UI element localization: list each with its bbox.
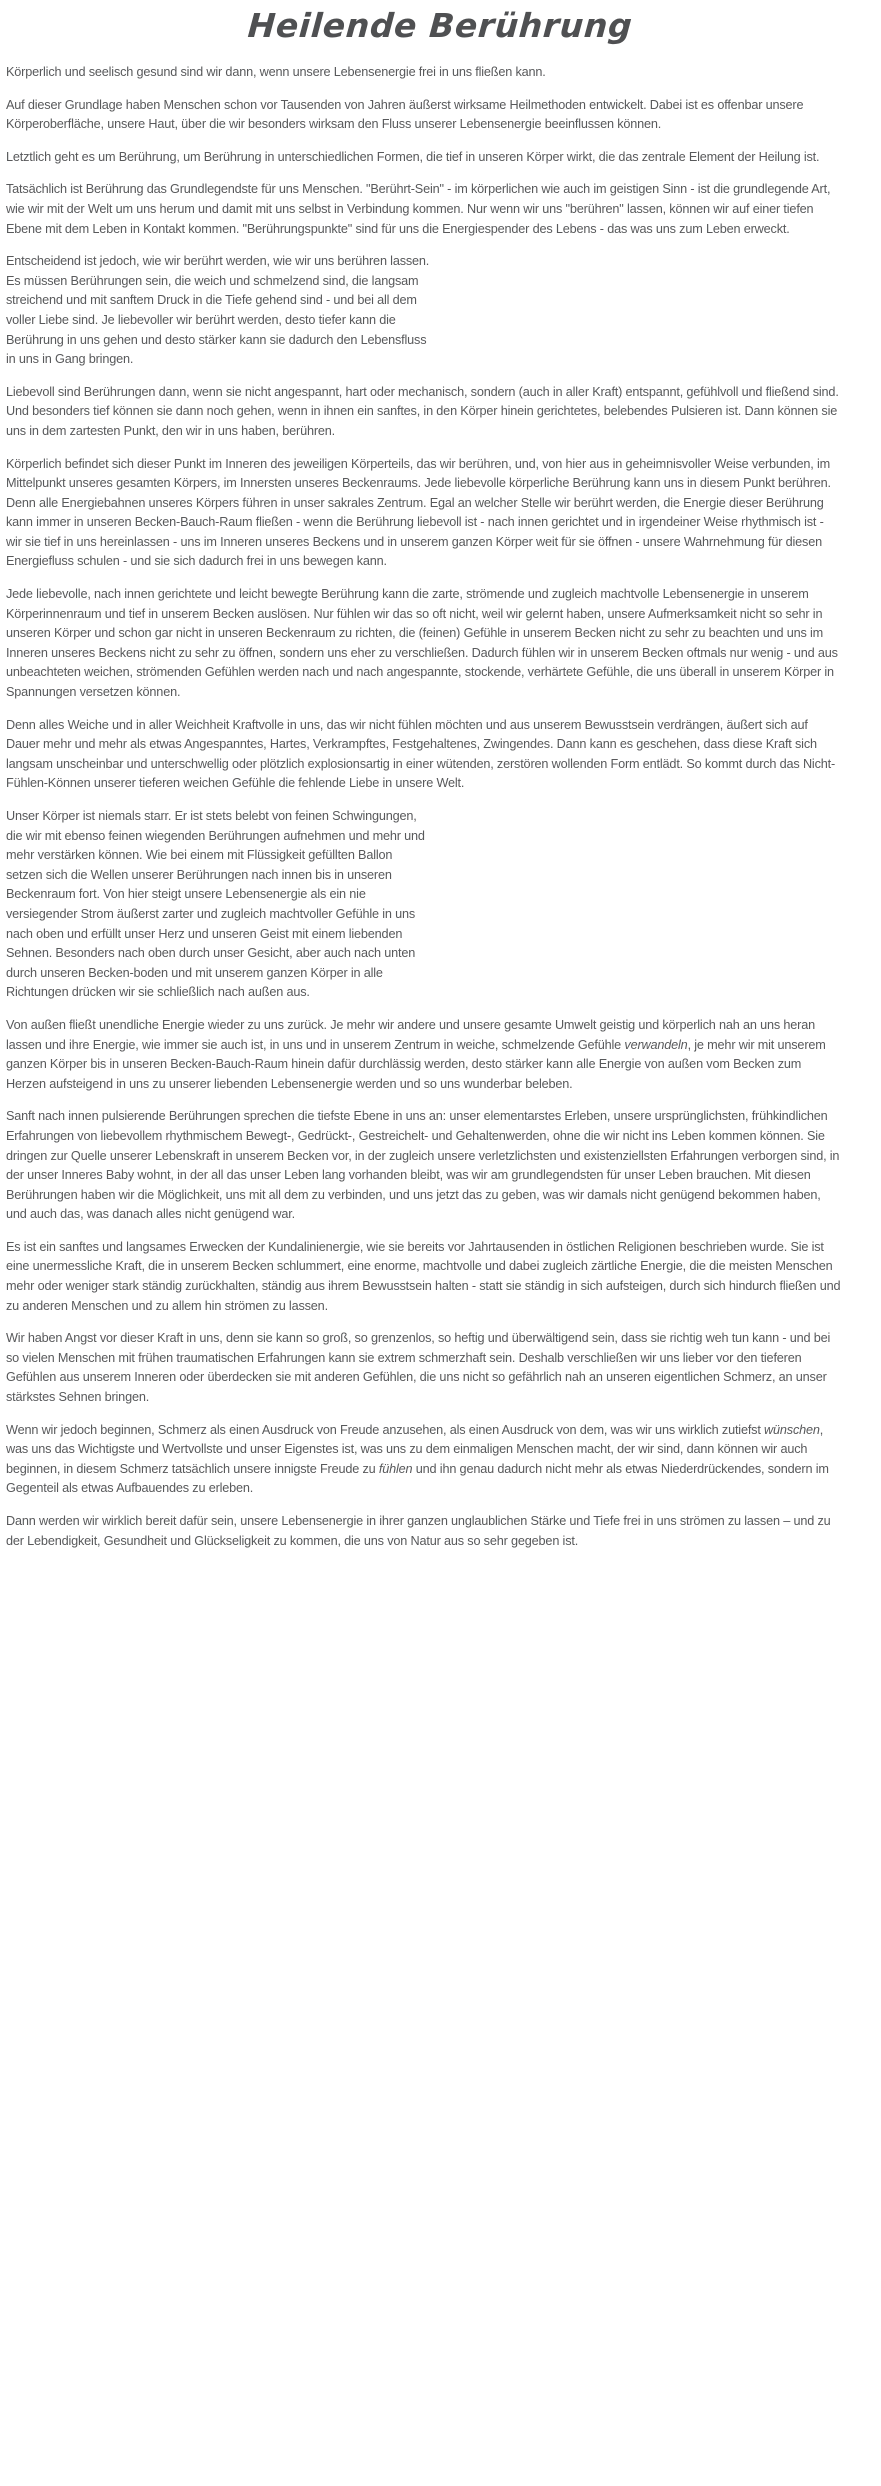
paragraph: Denn alles Weiche und in aller Weichheit Kraftvolle in uns, das wir nicht fühlen möchten und aus unserem Bewusstsein verdrängen, äußert sich auf Dauer mehr und mehr als etwas Angespanntes, Hartes, Verkrampftes, Festgehaltenes, Zwingendes. Dann kann es geschehen, dass diese Kraft sich langsam unscheinbar und unterschwellig oder plötzlich explosionsartig in einer wütenden, zerstören wollenden Form entlädt. So kommt durch das Nicht-Fühlen-Können unserer tieferen weichen Gefühle die fehlende Liebe in unsere Welt. — [6, 716, 836, 791]
paragraph: Körperlich befindet sich dieser Punkt im Inneren des jeweiligen Körperteils, das wir berühren, und, von hier aus in geheimnisvoller Weise verbunden, im Mittelpunkt unseres gesamten Körpers, im Innersten unseres Beckenraums. Jede liebevolle körperliche Berührung kann uns in diesem Punkt berühren. Denn alle Energiebahnen unseres Körpers führen in unser sakrales Zentrum. Egal an welcher Stelle wir berührt werden, die Energie dieser Berührung kann immer in unseren Becken-Bauch-Raum fließen - wenn die Berührung liebevoll ist - nach innen gerichtet und in irgendeiner Weise rhythmisch ist - wir sie tief in uns hereinlassen - uns im Inneren unseres Beckens und in unserem ganzen Körper weit für sie öffnen - unsere Wahrnehmung für diesen Energiefluss schulen - und sie sich dadurch frei in uns bewegen kann. — [6, 455, 831, 569]
paragraph: Auf dieser Grundlage haben Menschen schon vor Tausenden von Jahren äußerst wirksame Heilmethoden entwickelt. Dabei ist es offenbar unsere Körperoberfläche, unsere Haut, über die wir besonders wirksam den Fluss unserer Lebensenergie beeinflussen können. — [6, 96, 804, 132]
page-title: Heilende Berührung — [246, 6, 634, 45]
paragraph: Wenn wir jedoch beginnen, Schmerz als einen Ausdruck von Freude anzusehen, als einen Ausdruck von dem, was wir uns wirklich zutiefst wünschen, was uns das Wichtigste und Wertvollste und unser Eigenstes ist, was uns zu dem einmaligen Menschen macht, der wir sind, dann können wir auch beginnen, in diesem Schmerz tatsächlich unsere innigste Freude zu fühlen und ihn genau dadurch nicht mehr als etwas Niederdrückendes, sondern im Gegenteil als etwas Aufbauendes zu erleben. — [6, 1421, 829, 1496]
document-body — [6, 62, 875, 1550]
paragraph: Unser Körper ist niemals starr. Er ist stets belebt von feinen Schwingungen, die wir mit ebenso feinen wiegenden Berührungen aufnehmen und mehr und mehr verstärken können. Wie bei einem mit Flüssigkeit gefüllten Ballon setzen sich die Wellen unserer Berührungen nach innen bis in unseren Beckenraum fort. Von hier steigt unsere Lebensenergie als ein nie versiegender Strom äußerst zarter und zugleich machtvoller Gefühle in uns nach oben und erfüllt unser Herz und unseren Geist mit einem liebenden Sehnen. Besonders nach oben durch unser Gesicht, aber auch nach unten durch unseren Becken-boden und mit unserem ganzen Körper in alle Richtungen drücken wir sie schließlich nach außen aus. — [6, 808, 425, 1000]
paragraph: Dann werden wir wirklich bereit dafür sein, unsere Lebensenergie in ihrer ganzen unglaublichen Stärke und Tiefe frei in uns strömen zu lassen – und zu der Lebendigkeit, Gesundheit und Glückseligkeit zu kommen, die uns von Natur aus so sehr gegeben ist. — [6, 1513, 831, 1548]
paragraph: Jede liebevolle, nach innen gerichtete und leicht bewegte Berührung kann die zarte, strömende und zugleich machtvolle Lebensenergie in unserem Körperinnenraum und tief in unserem Becken auslösen. Nur fühlen wir das so oft nicht, weil wir gelernt haben, unsere Aufmerksamkeit nicht so sehr in unseren Körper und schon gar nicht in unseren Beckenraum zu richten, die (feinen) Gefühle in unserem Becken nicht zu sehr zu beachten und uns im Inneren unseres Beckens nicht zu sehr zu öffnen, sondern uns eher zu verschließen. Dadurch fühlen wir in unserem Becken oftmals nur wenig - und aus unbeachteten weichen, strömenden Gefühlen werden nach und nach angespannte, stockende, verhärtete Gefühle, die uns überall in unserem Körper in Spannungen versetzen können. — [6, 586, 838, 700]
title-spacer — [6, 52, 875, 62]
paragraph: Liebevoll sind Berührungen dann, wenn sie nicht angespannt, hart oder mechanisch, sondern (auch in aller Kraft) entspannt, gefühlvoll und fließend sind. Und besonders tief können sie dann noch gehen, wenn in ihnen ein sanftes, in den Körper hinein gerichtetes, belebendes Pulsieren ist. Dann können sie uns in dem zartesten Punkt, den wir in uns haben, berühren. — [6, 383, 839, 438]
paragraph: Letztlich geht es um Berührung, um Berührung in unterschiedlichen Formen, die tief in unseren Körper wirkt, die das zentrale Element der Heilung ist. — [6, 148, 820, 164]
paragraph: Es ist ein sanftes und langsames Erwecken der Kundalinienergie, wie sie bereits vor Jahrtausenden in östlichen Religionen beschrieben wurde. Sie ist eine unermessliche Kraft, die in unserem Becken schlummert, eine enorme, machtvolle und dabei zugleich zärtliche Energie, die die meisten Menschen mehr oder weniger stark ständig zurückhalten, ständig aus ihrem Bewusstsein halten - statt sie ständig in sich aufsteigen, durch sich hindurch fließen und zu anderen Menschen und zu allem hin strömen zu lassen. — [6, 1238, 841, 1313]
paragraph: Wir haben Angst vor dieser Kraft in uns, denn sie kann so groß, so grenzenlos, so heftig und überwältigend sein, dass sie richtig weh tun kann - und bei so vielen Menschen mit frühen traumatischen Erfahrungen kann sie extrem schmerzhaft sein. Deshalb verschließen wir uns lieber vor den tieferen Gefühlen aus unserem Inneren oder überdecken sie mit anderen Gefühlen, die uns nicht so gefährlich nah an unseren eigentlichen Schmerz, an unser stärkstes Sehnen bringen. — [6, 1330, 831, 1405]
title-container — [6, 0, 875, 52]
paragraph: Sanft nach innen pulsierende Berührungen sprechen die tiefste Ebene in uns an: unser elementarstes Erleben, unsere ursprünglichsten, frühkindlichen Erfahrungen von liebevollem rhythmischem Bewegt-, Gedrückt-, Gestreichelt- und Gehaltenwerden, ohne die wir nicht ins Leben kommen können. Sie dringen zur Quelle unserer Lebenskraft in unserem Becken vor, in der zugleich unsere verletzlichsten und existenziellsten Erfahrungen verborgen sind, in der unser Inneres Baby wohnt, in der all das unser Leben lang vorhanden bleibt, was wir am grundlegendsten für unser Leben brauchen. Mit diesen Berührungen haben wir die Möglichkeit, uns mit all dem zu verbinden, und uns jetzt das zu geben, was wir damals nicht genügend bekommen haben, und auch das, was danach alles nicht genügend war. — [6, 1108, 840, 1222]
paragraph: Körperlich und seelisch gesund sind wir dann, wenn unsere Lebensenergie frei in uns fließen kann. — [6, 64, 546, 79]
paragraph: Von außen fließt unendliche Energie wieder zu uns zurück. Je mehr wir andere und unsere gesamte Umwelt geistig und körperlich nah an uns heran lassen und ihre Energie, wie immer sie auch ist, in uns und in unserem Zentrum in weiche, schmelzende Gefühle verwandeln, je mehr wir mit unserem ganzen Körper bis in unseren Becken-Bauch-Raum hinein dafür durchlässig werden, desto stärker kann alle Energie von außen vom Becken zum Herzen aufsteigend in uns zu unserer liebenden Lebensenergie werden und so uns wunderbar beleben. — [6, 1016, 826, 1091]
paragraph: Tatsächlich ist Berührung das Grundlegendste für uns Menschen. "Berührt-Sein" - im körperlichen wie auch im geistigen Sinn - ist die grundlegende Art, wie wir mit der Welt um uns herum und damit mit uns selbst in Verbindung kommen. Nur wenn wir uns "berühren" lassen, können wir auf einer tiefen Ebene mit dem Leben in Kontakt kommen. "Berührungspunkte" sind für uns die Energiespender des Lebens - das was uns zum Leben erweckt. — [6, 181, 831, 236]
paragraph: Entscheidend ist jedoch, wie wir berührt werden, wie wir uns berühren lassen. Es müssen Berührungen sein, die weich und schmelzend sind, die langsam streichend und mit sanftem Druck in die Tiefe gehend sind - und bei all dem voller Liebe sind. Je liebevoller wir berührt werden, desto tiefer kann die Berührung in uns gehen und desto stärker kann sie dadurch den Lebensfluss in uns in Gang bringen. — [6, 253, 430, 367]
